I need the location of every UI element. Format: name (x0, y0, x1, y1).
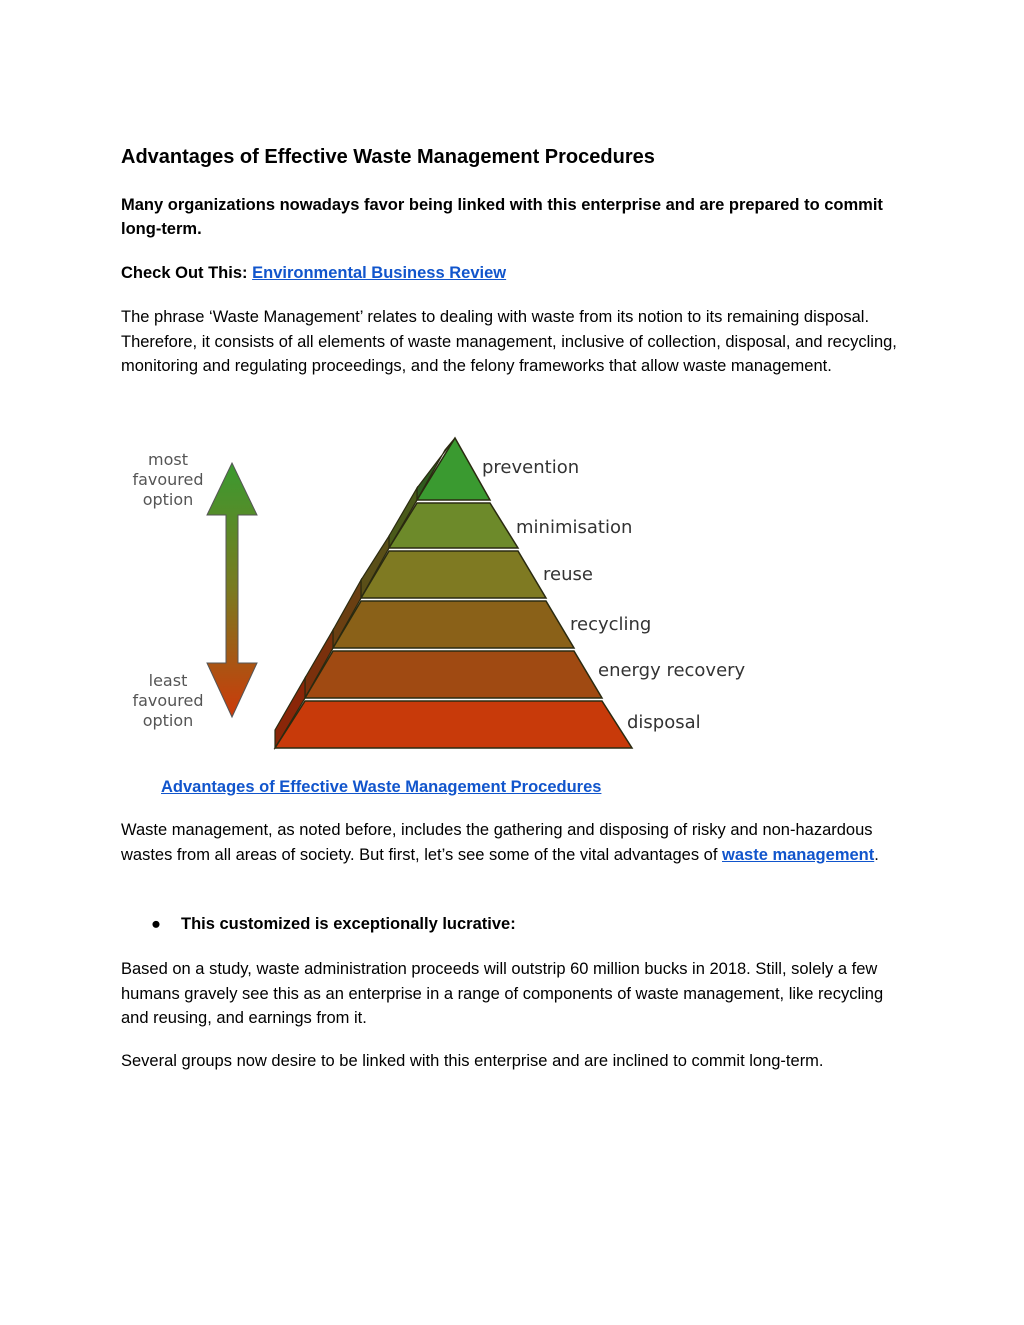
layer-reuse (361, 551, 546, 598)
intro-paragraph: Many organizations nowadays favor being linked with this enterprise and are prepared to commit long-term. (121, 196, 883, 238)
advantages-intro-text: Waste management, as noted before, includes the gathering and disposing of risky and non-hazardous wastes from all areas of society. But first, let’s see some of the vital advantages of (121, 821, 873, 864)
caption-link[interactable]: Advantages of Effective Waste Management Procedures (161, 778, 602, 796)
most-favoured-line-1: most (148, 450, 188, 469)
study-paragraph: Based on a study, waste administration proceeds will outstrip 60 million bucks in 2018. Still, solely a few humans gravely see this as an enterprise in a range of components of waste management, like recycling and reusing, and earnings from it. (121, 960, 884, 1027)
layer-disposal (275, 701, 632, 748)
bullet-text: This customized is exceptionally lucrative: (181, 915, 516, 933)
groups-paragraph: Several groups now desire to be linked with this enterprise and are inclined to commit long-term. (121, 1052, 824, 1070)
least-favoured-line-2: favoured (132, 691, 204, 710)
advantages-intro-end: . (874, 845, 879, 864)
layer-energy-recovery (305, 651, 602, 698)
label-disposal: disposal (627, 712, 701, 733)
bullet-item (121, 912, 516, 936)
advantages-intro-paragraph (121, 818, 911, 867)
bullet-dot: ● (151, 915, 161, 933)
least-favoured-line-1: least (148, 671, 188, 690)
environmental-business-review-link[interactable]: Environmental Business Review (252, 264, 507, 282)
label-energy-recovery: energy recovery (598, 660, 746, 681)
label-reuse: reuse (543, 564, 593, 585)
label-recycling: recycling (570, 614, 652, 635)
figure-caption (161, 775, 601, 799)
layer-prevention (417, 438, 490, 500)
definition-paragraph: The phrase ‘Waste Management’ relates to dealing with waste from its notion to its remaining disposal. Therefore, it consists of all elements of waste management, inclusive of collection, disposal, and recycling, monitoring and regulating proceedings, and the felony frameworks that allow waste management. (121, 308, 897, 375)
layer-recycling (333, 601, 574, 648)
least-favoured-line-3: option (142, 711, 194, 730)
label-minimisation: minimisation (516, 517, 633, 538)
page-title: Advantages of Effective Waste Management Procedures (121, 146, 655, 168)
most-favoured-line-3: option (142, 490, 194, 509)
waste-management-link[interactable]: waste management (722, 845, 875, 864)
most-favoured-line-2: favoured (132, 470, 204, 489)
check-out-line (121, 261, 506, 285)
preference-arrow (207, 463, 257, 717)
waste-hierarchy-figure (120, 430, 760, 755)
check-out-label: Check Out This: (121, 264, 248, 282)
label-prevention: prevention (482, 457, 580, 478)
